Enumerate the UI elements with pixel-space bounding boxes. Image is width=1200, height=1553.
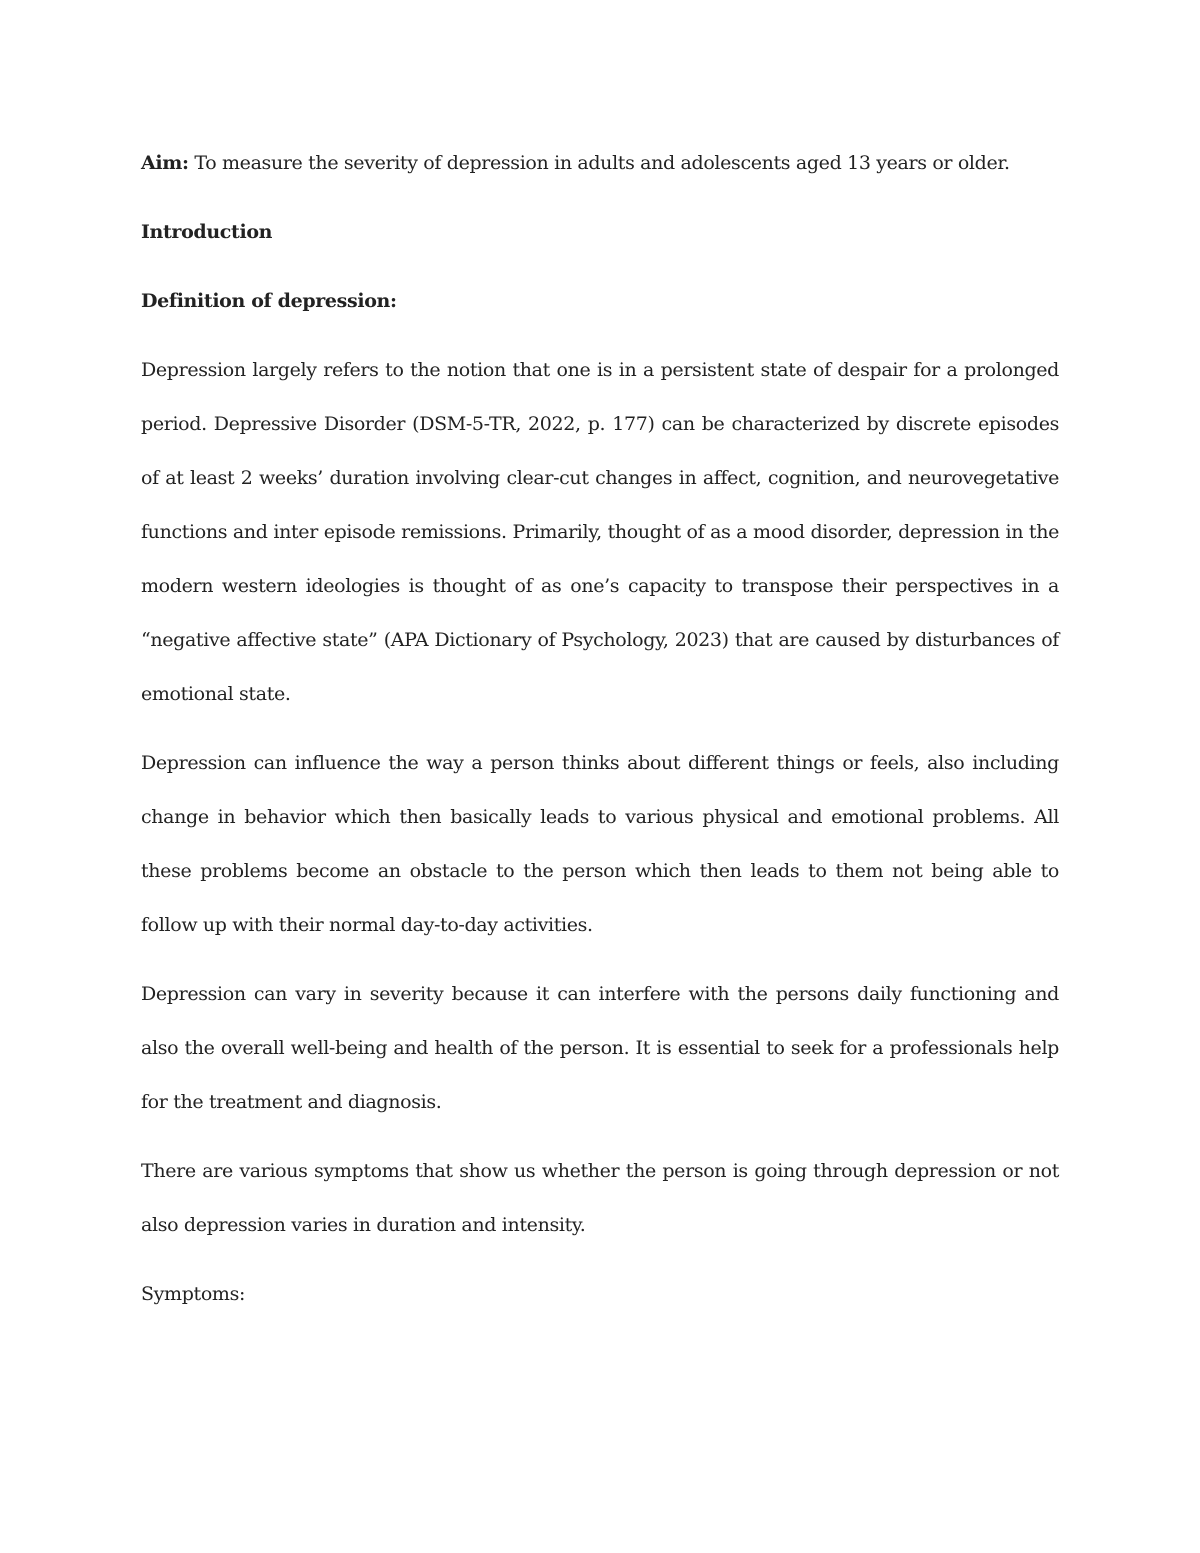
aim-text: To measure the severity of depression in adults and adolescents aged 13 years or older. — [188, 152, 1010, 174]
heading-definition: Definition of depression: — [141, 290, 397, 312]
paragraph-severity: Depression can vary in severity because it can interfere with the persons daily functioning and also the overall well-being and health of the person. It is essential to seek for a professionals help for the treatment and diagnosis. — [141, 983, 1059, 1113]
aim-line — [141, 136, 1059, 190]
aim-label: Aim: — [141, 152, 189, 174]
symptoms-label: Symptoms: — [141, 1283, 246, 1305]
paragraph-symptoms-intro: There are various symptoms that show us whether the person is going through depression or not also depression varies in duration and intensity. — [141, 1160, 1059, 1236]
document-body — [141, 136, 1059, 1336]
heading-introduction: Introduction — [141, 221, 273, 243]
paragraph-influence: Depression can influence the way a person thinks about different things or feels, also including change in behavior which then basically leads to various physical and emotional problems. All these problems become an obstacle to the person which then leads to them not being able to follow up with their normal day-to-day activities. — [141, 752, 1059, 936]
paragraph-definition: Depression largely refers to the notion that one is in a persistent state of despair for a prolonged period. Depressive Disorder (DSM-5-TR, 2022, p. 177) can be characterized by discrete episodes of at least 2 weeks’ duration involving clear-cut changes in affect, cognition, and neurovegetative functions and inter episode remissions. Primarily, thought of as a mood disorder, depression in the modern western ideologies is thought of as one’s capacity to transpose their perspectives in a “negative affective state” (APA Dictionary of Psychology, 2023) that are caused by disturbances of emotional state. — [141, 359, 1059, 705]
